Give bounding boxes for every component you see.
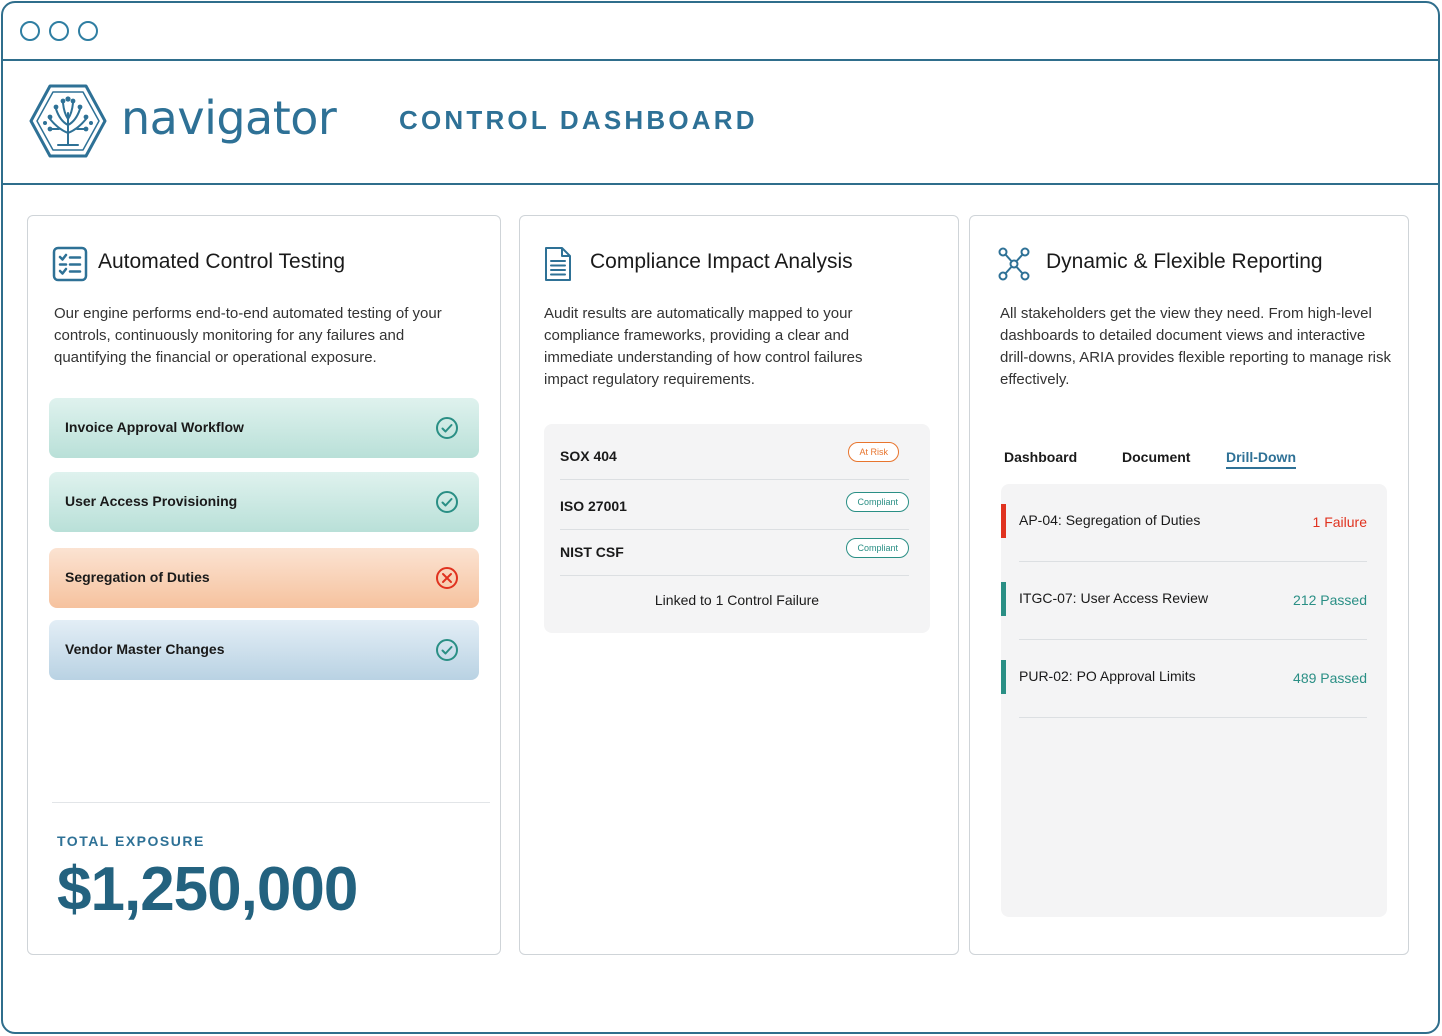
window-titlebar [3, 3, 1438, 61]
tab-dashboard[interactable]: Dashboard [1004, 449, 1078, 465]
framework-row-nist-csf[interactable] [560, 526, 909, 576]
status-badge: At Risk [848, 442, 899, 462]
checklist-icon [52, 246, 88, 282]
card-title: Automated Control Testing [98, 250, 346, 273]
tab-document[interactable]: Document [1122, 449, 1191, 465]
framework-list [544, 424, 930, 633]
check-circle-icon [435, 638, 459, 662]
control-result: 489 Passed [1293, 670, 1367, 686]
control-name: AP-04: Segregation of Duties [1019, 512, 1201, 528]
framework-name: ISO 27001 [560, 498, 627, 514]
report-row-itgc-07[interactable] [1019, 562, 1367, 640]
card-description: Audit results are automatically mapped to your compliance frameworks, providing a clear and immediate understanding of how control failures impact regulatory requirements. [544, 305, 863, 388]
framework-name: NIST CSF [560, 544, 624, 560]
window-control-close[interactable] [20, 21, 40, 41]
status-indicator-bar [1001, 504, 1006, 538]
card-description: Our engine performs end-to-end automated testing of your controls, continuously monitoring for any failures and quantifying the financial or operational exposure. [54, 305, 442, 366]
control-row-user-access[interactable] [49, 472, 479, 532]
x-circle-icon [435, 566, 459, 590]
compliance-impact-card [519, 215, 959, 955]
control-row-invoice-approval[interactable] [49, 398, 479, 458]
document-icon [542, 246, 574, 282]
window-control-maximize[interactable] [78, 21, 98, 41]
status-indicator-bar [1001, 582, 1006, 616]
control-row-segregation-of-duties[interactable] [49, 548, 479, 608]
card-title: Compliance Impact Analysis [590, 250, 853, 273]
page-title: CONTROL DASHBOARD [399, 105, 758, 135]
total-exposure-label: TOTAL EXPOSURE [57, 833, 205, 849]
control-name: ITGC-07: User Access Review [1019, 590, 1209, 606]
control-label: Invoice Approval Workflow [65, 419, 244, 435]
control-result: 212 Passed [1293, 592, 1367, 608]
section-divider [52, 802, 490, 803]
report-row-ap-04[interactable] [1019, 484, 1367, 562]
automated-control-testing-card [27, 215, 501, 955]
drill-down-panel [1001, 484, 1387, 917]
total-exposure-value: $1,250,000 [57, 855, 358, 924]
framework-row-iso-27001[interactable] [560, 480, 909, 530]
check-circle-icon [435, 416, 459, 440]
linked-failures-text: Linked to 1 Control Failure [654, 592, 820, 608]
status-badge: Compliant [846, 492, 909, 512]
report-row-pur-02[interactable] [1019, 640, 1367, 718]
framework-row-sox-404[interactable] [560, 430, 909, 480]
control-label: User Access Provisioning [65, 493, 238, 509]
status-badge: Compliant [846, 538, 909, 558]
navigator-tree-logo-icon [28, 83, 108, 159]
window-control-minimize[interactable] [49, 21, 69, 41]
card-description: All stakeholders get the view they need. From high-level dashboards to detailed document views and interactive drill-downs, ARIA provides flexible reporting to manage risk effectively. [1000, 305, 1392, 388]
control-label: Segregation of Duties [65, 569, 210, 585]
framework-name: SOX 404 [560, 448, 617, 464]
card-title: Dynamic & Flexible Reporting [1046, 250, 1323, 273]
control-result: 1 Failure [1312, 514, 1367, 530]
control-label: Vendor Master Changes [65, 641, 225, 657]
app-header [3, 63, 1438, 185]
control-row-vendor-master[interactable] [49, 620, 479, 680]
dynamic-reporting-card [969, 215, 1409, 955]
tab-drill-down[interactable]: Drill-Down [1226, 449, 1296, 469]
check-circle-icon [435, 490, 459, 514]
network-nodes-icon [998, 246, 1030, 282]
status-indicator-bar [1001, 660, 1006, 694]
control-name: PUR-02: PO Approval Limits [1019, 668, 1196, 684]
brand-wordmark: navigator [121, 91, 337, 145]
